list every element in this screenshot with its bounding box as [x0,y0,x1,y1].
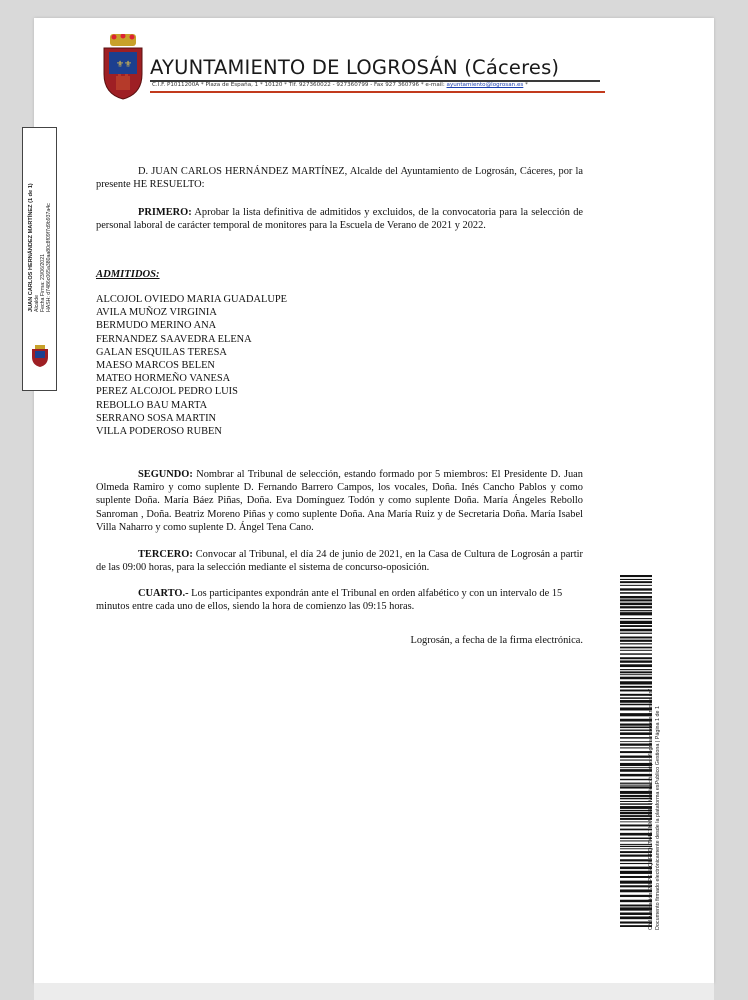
list-item: REBOLLO BAU MARTA [96,399,208,411]
list-item: BERMUDO MERINO ANA [96,320,217,332]
list-item: MAESO MARCOS BELEN [96,360,215,372]
list-item: SERRANO SOSA MARTIN [96,412,217,424]
signature-date: Fecha Firma: 23/06/2021 [40,254,46,312]
tercero-label: TERCERO: [138,549,193,560]
admitidos-list [96,293,496,438]
cuarto-text: Los participantes expondrán ante el Tribunal en orden alfabético y con un intervalo de 15 minutos entre cada uno de ellos, siendo la hora de comienzo las 09:15 horas. [96,588,563,613]
verification-text [648,610,662,930]
tercero-text: Convocar al Tribunal, el día 24 de junio de 2021, en la Casa de Cultura de Logrosán a partir de las 09:00 horas, para la selección mediante el sistema de concurso-oposición. [96,549,583,574]
signer-name: JUAN CARLOS HERNÁNDEZ MARTÍNEZ (1 de 1) [28,183,34,312]
intro-text: D. JUAN CARLOS HERNÁNDEZ MARTÍNEZ, Alcalde del Ayuntamiento de Logrosán, Cáceres, por la presente HE RESUELTO: [96,166,583,191]
primero-label: PRIMERO: [138,207,192,218]
admitidos-heading: ADMITIDOS: [96,269,160,280]
list-item: VILLA PODEROSO RUBEN [96,426,222,438]
svg-text:⚜: ⚜ [124,60,133,70]
contact-text: C.I.F. P1011200A * Plaza de España, 1 * 10120 * Tlf. 927360022 - 927360799 - Fax 927 360796 * e-mail: [152,82,447,88]
segundo-label: SEGUNDO: [138,469,193,480]
closing-line: Logrosán, a fecha de la firma electrónica. [410,635,583,646]
cuarto-label: CUARTO.- [138,588,189,599]
list-item: MATEO HORMEÑO VANESA [96,373,231,385]
list-item: ALCOJOL OVIEDO MARIA GUADALUPE [96,294,287,305]
signature-crest-icon [30,345,50,367]
cuarto-paragraph [96,587,583,613]
contact-end: * [523,82,528,88]
municipal-crest-icon [100,34,146,100]
list-item: PEREZ ALCOJOL PEDRO LUIS [96,386,238,398]
list-item: GALAN ESQUILAS TERESA [96,346,227,358]
header-contact-line [152,82,612,88]
list-item: FERNANDEZ SAAVEDRA ELENA [96,333,252,345]
signer-role: Alcalde [34,294,40,312]
verification-platform: Documento firmado electrónicamente desde la plataforma esPublico Gestiona | Página 1 de 1 [655,705,661,930]
primero-paragraph [96,206,583,232]
page-title: AYUNTAMIENTO DE LOGROSÁN (Cáceres) [150,56,560,79]
page-bottom-edge [34,983,714,1000]
signature-text [28,112,52,312]
header-accent-rule [150,91,605,93]
signature-hash: HASH: d7486c065a380aa80c8f09f7d9b937a4c [46,203,52,312]
list-item: AVILA MUÑOZ VIRGINIA [96,307,217,319]
email-link[interactable]: ayuntamiento@logrosan.es [446,82,524,88]
primero-text: Aprobar la lista definitiva de admitidos y excluidos, de la convocatoria para la selección de personal laboral de carácter temporal de monitores para la Escuela de Verano de 2021 y 2022. [96,207,583,232]
tercero-paragraph [96,548,583,574]
svg-text:⚜: ⚜ [116,60,125,70]
segundo-paragraph [96,468,583,534]
intro-paragraph [96,165,583,191]
verification-code: Cód. Validación: 7WPSPHQKRPQL7K4E7KXWTH5 | Verificación: https://logrosan.sedelectronica.es/ [648,689,654,930]
segundo-text: Nombrar al Tribunal de selección, estando formado por 5 miembros: El Presidente D. Juan Olmeda Ramiro y como suplente D. Fernando Barrero Campos, los vocales, Doña. Inés Cancho Pablos y como suplente Doña. María Báez Piñas, Doña. Eva Domínguez Todón y como suplente Doña. María Ángeles Rebollo Sanroman , Doña. Beatriz Moreno Piñas y como suplente Doña. Ana María Ruiz y de Secretaria Doña. María Isabel Villa Naharro y como suplente D. Ángel Tena Cano. [96,469,583,533]
